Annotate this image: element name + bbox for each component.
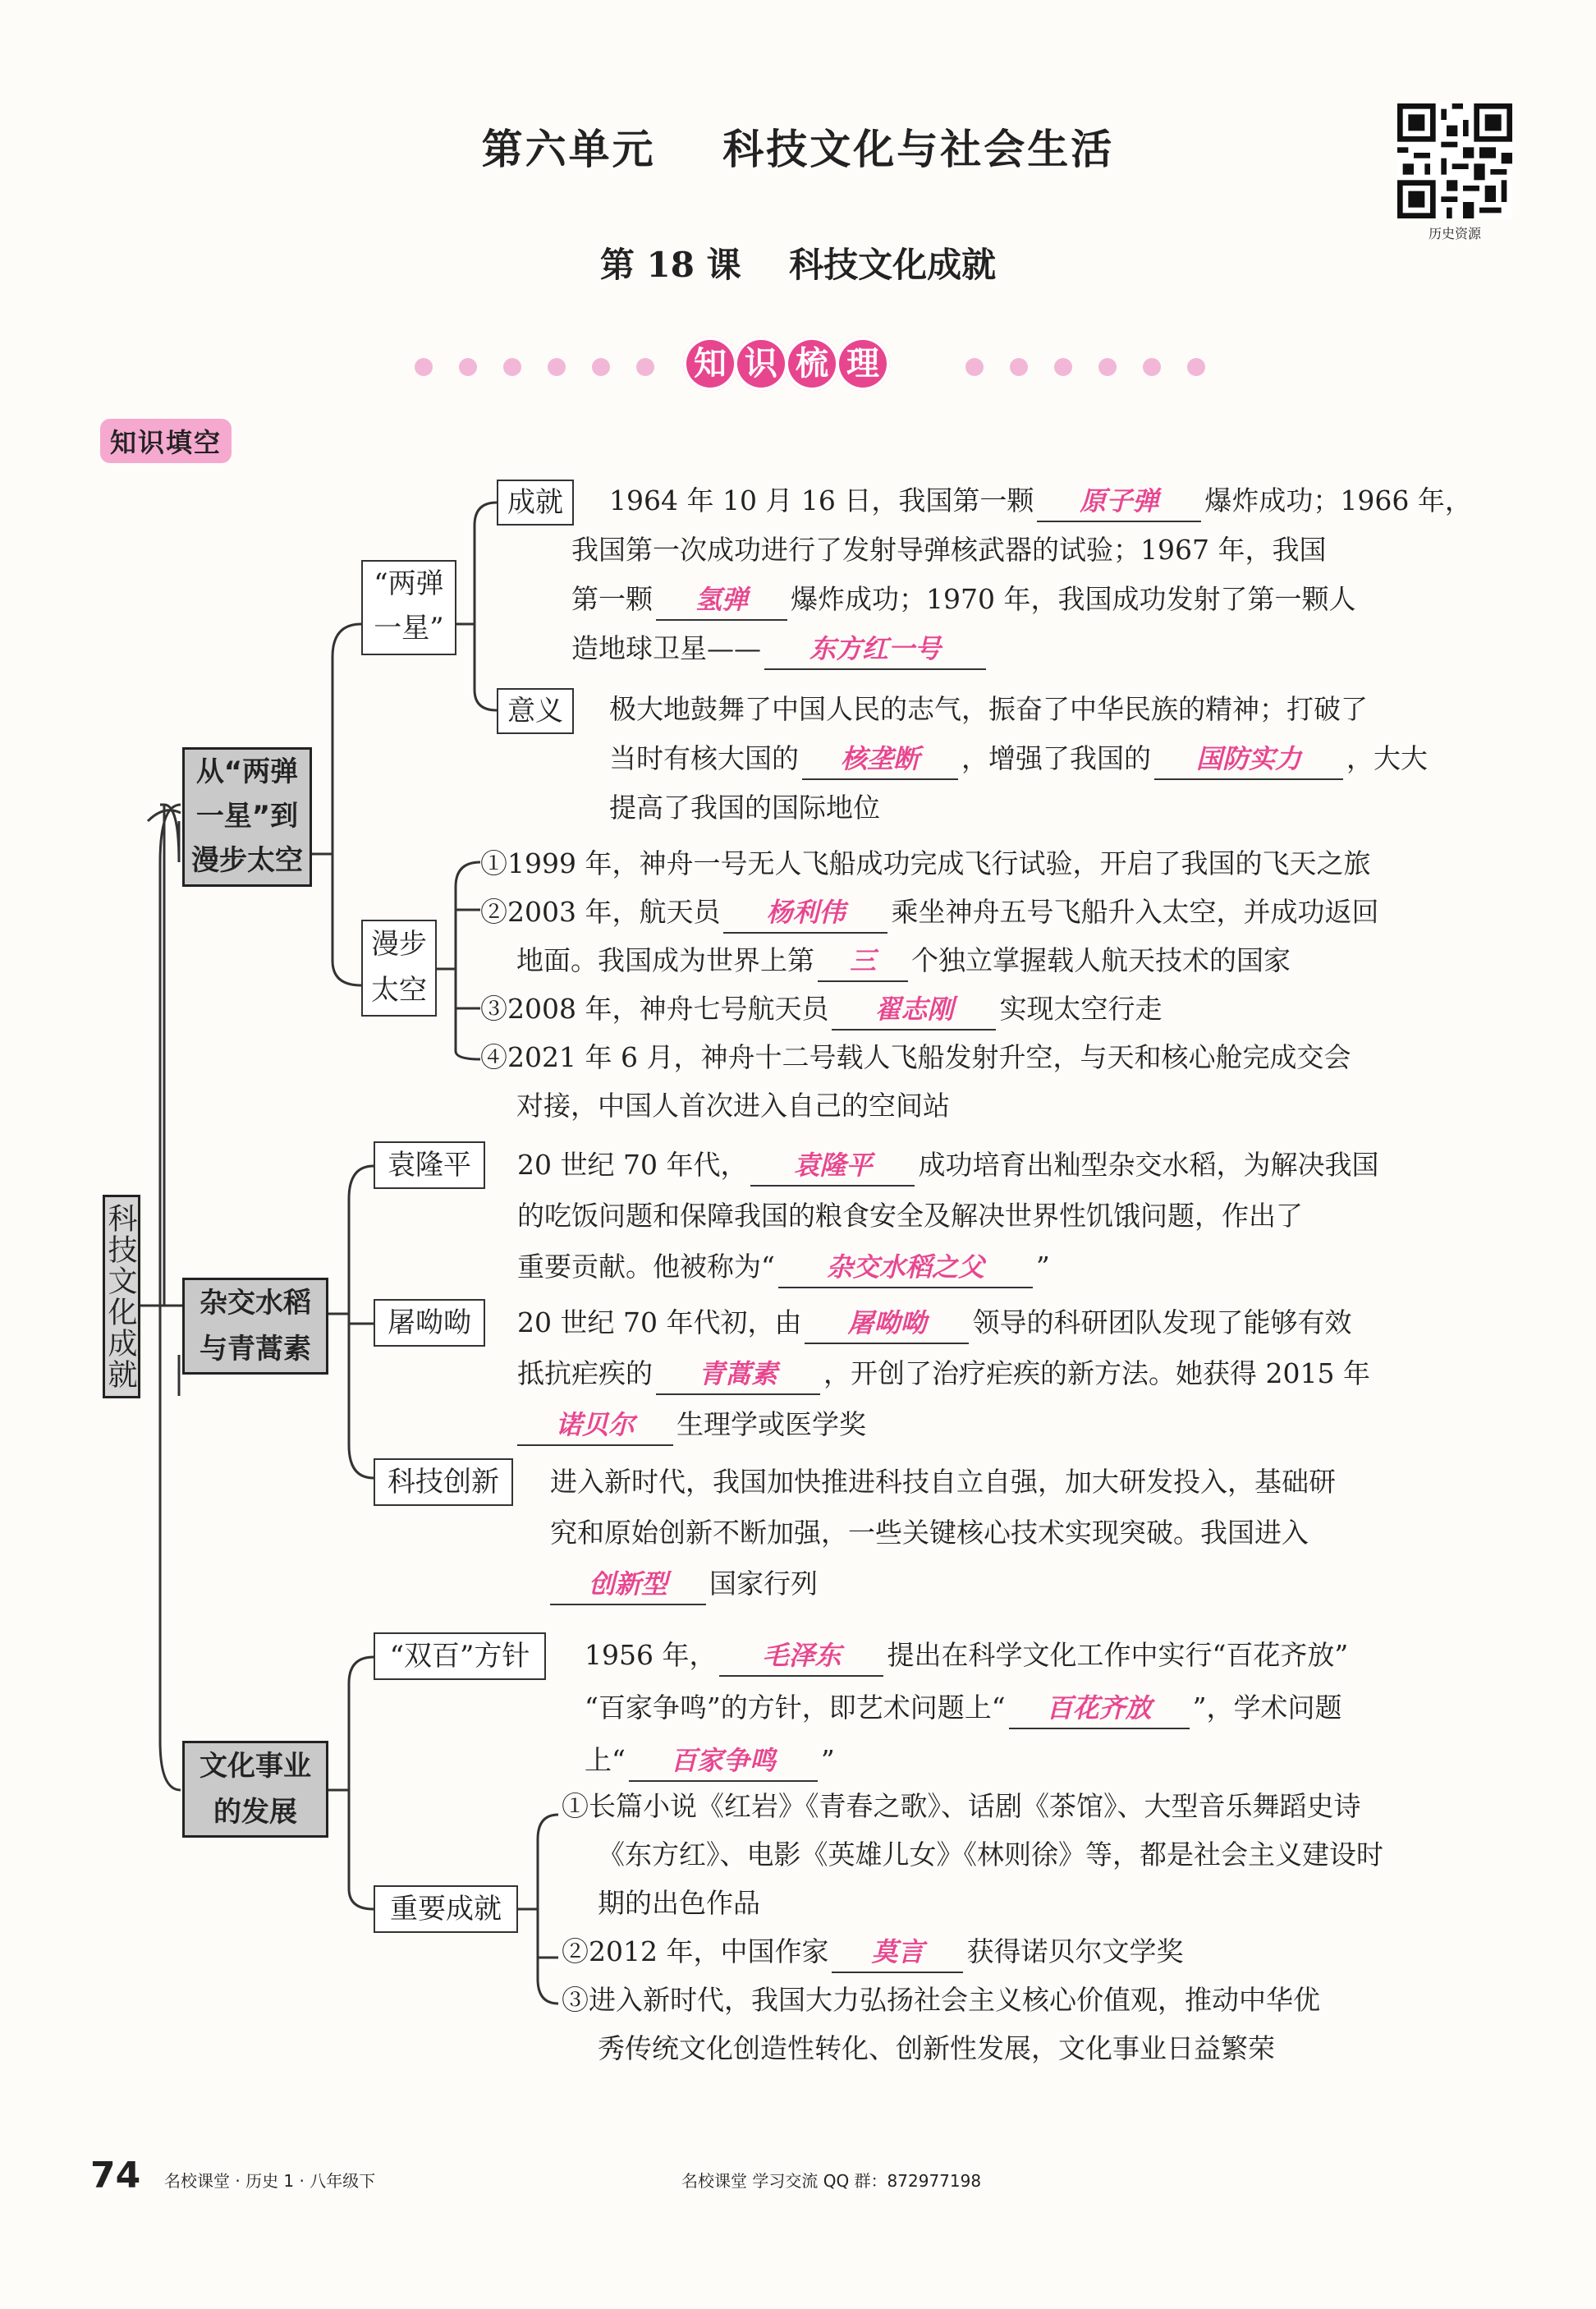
sub-node-tu-youyou: 屠呦呦 — [374, 1299, 485, 1347]
unit-title: 第六单元 科技文化与社会生活 — [481, 126, 1115, 173]
text-segment: 成功培育出籼型杂交水稻，为解决我国 — [918, 1149, 1379, 1181]
branch-node-culture — [182, 1741, 328, 1838]
text-segment: ” — [820, 1744, 835, 1776]
banner-dots-left — [415, 358, 654, 378]
text-line: 对接，中国人首次进入自己的空间站 — [516, 1090, 950, 1122]
zhongyao-text — [562, 1782, 1547, 2073]
text-segment: 提出在科学文化工作中实行“百花齐放” — [887, 1639, 1349, 1671]
text-line: 究和原始创新不断加强，一些关键核心技术实现突破。我国进入 — [550, 1517, 1309, 1549]
sub-node-yuan-longping: 袁隆平 — [374, 1141, 485, 1189]
lesson-title: 第 18 课 科技文化成就 — [599, 245, 997, 285]
text-segment: 个独立掌握载人航天技术的国家 — [911, 944, 1291, 976]
text-line: ④2021 年 6 月，神舟十二号载人飞船发射升空，与天和核心舱完成交会 — [480, 1041, 1351, 1073]
text-segment: 上“ — [585, 1744, 626, 1776]
text-segment: 地面。我国成为世界上第 — [516, 944, 814, 976]
sub-node-spacewalk — [361, 920, 437, 1017]
answer-blank[interactable]: 百家争鸣 — [629, 1741, 818, 1782]
answer-blank[interactable]: 青蒿素 — [656, 1354, 820, 1395]
answer-blank[interactable]: 氢弹 — [656, 580, 787, 621]
text-segment: 乘坐神舟五号飞船升入太空，并成功返回 — [891, 896, 1379, 928]
sub-node-major-achievements: 重要成就 — [374, 1885, 518, 1933]
tu-text — [517, 1297, 1543, 1450]
text-line: ①长篇小说《红岩》《青春之歌》、话剧《茶馆》、大型音乐舞蹈史诗 — [562, 1790, 1361, 1822]
qr-code-icon[interactable] — [1397, 103, 1512, 218]
branch-label-line: 与青蒿素 — [200, 1333, 311, 1366]
text-segment: ”，学术问题 — [1192, 1692, 1342, 1724]
answer-blank[interactable]: 三 — [818, 941, 908, 982]
text-line: 进入新时代，我国加快推进科技自立自强，加大研发投入，基础研 — [550, 1466, 1336, 1498]
achievement-text — [571, 476, 1529, 673]
text-segment: ” — [1035, 1251, 1050, 1283]
text-segment: 获得诺贝尔文学奖 — [966, 1935, 1184, 1967]
qr-caption: 历史资源 — [1428, 226, 1481, 241]
branch-label-line: 漫步太空 — [191, 844, 303, 877]
branch-label-line: 的发展 — [213, 1796, 297, 1829]
answer-blank[interactable]: 袁隆平 — [750, 1145, 915, 1187]
text-segment: 1964 年 10 月 16 日，我国第一颗 — [609, 484, 1034, 516]
root-node: 科技文化成就 — [103, 1195, 140, 1398]
text-segment: 造地球卫星—— — [571, 632, 761, 664]
text-segment: 实现太空行走 — [999, 993, 1163, 1025]
shuangbai-text — [585, 1629, 1553, 1787]
banner-char: 知 — [683, 337, 737, 391]
branch-label-line: 文化事业 — [200, 1750, 311, 1783]
answer-blank[interactable]: 创新型 — [550, 1564, 706, 1605]
sub-label-line: “两弹 — [374, 567, 444, 600]
branch-node-space — [182, 747, 312, 887]
text-segment: “百家争鸣”的方针，即艺术问题上“ — [585, 1692, 1006, 1724]
sub-node-tech-innovation: 科技创新 — [374, 1458, 513, 1506]
branch-label-line: 从“两弹 — [195, 755, 299, 788]
text-segment: 国家行列 — [709, 1568, 818, 1600]
answer-blank[interactable]: 国防实力 — [1154, 739, 1343, 780]
answer-blank[interactable]: 原子弹 — [1037, 481, 1201, 522]
keji-text — [550, 1457, 1552, 1609]
banner-dots-right — [965, 358, 1205, 378]
section-tag: 知识填空 — [100, 419, 232, 463]
branch-node-rice-artemisinin — [182, 1278, 328, 1375]
text-line: 秀传统文化创造性转化、创新性发展，文化事业日益繁荣 — [598, 2032, 1275, 2064]
text-segment: 20 世纪 70 年代， — [517, 1149, 748, 1181]
answer-blank[interactable]: 诺贝尔 — [517, 1405, 673, 1446]
answer-blank[interactable]: 杨利伟 — [723, 893, 887, 934]
answer-blank[interactable]: 翟志刚 — [832, 989, 996, 1031]
text-segment: 第一颗 — [571, 583, 653, 615]
branch-label-line: 一星”到 — [195, 800, 299, 833]
text-line: ③进入新时代，我国大力弘扬社会主义核心价值观，推动中华优 — [562, 1984, 1320, 2016]
text-segment: 爆炸成功；1970 年，我国成功发射了第一颗人 — [791, 583, 1356, 615]
text-segment: 20 世纪 70 年代初，由 — [517, 1306, 802, 1338]
text-segment: 爆炸成功；1966 年， — [1204, 484, 1472, 516]
sub-node-two-bombs-one-satellite — [361, 560, 456, 655]
banner-char: 理 — [836, 337, 890, 391]
text-line: 的吃饭问题和保障我国的粮食安全及解决世界性饥饿问题，作出了 — [517, 1200, 1303, 1232]
text-line: ①1999 年，神舟一号无人飞船成功完成飞行试验，开启了我国的飞天之旅 — [480, 847, 1371, 879]
branch-label-line: 杂交水稻 — [200, 1287, 311, 1320]
text-line: 我国第一次成功进行了发射导弹核武器的试验；1967 年，我国 — [571, 534, 1327, 566]
leaf-node-significance: 意义 — [497, 688, 574, 734]
text-segment: ，开创了治疗疟疾的新方法。她获得 2015 年 — [823, 1357, 1370, 1389]
yuan-text — [517, 1140, 1543, 1292]
text-segment: 生理学或医学奖 — [676, 1408, 866, 1440]
book-title: 名校课堂 · 历史 1 · 八年级下 — [164, 2171, 376, 2191]
text-segment: 抵抗疟疾的 — [517, 1357, 653, 1389]
answer-blank[interactable]: 毛泽东 — [719, 1636, 883, 1677]
text-segment: ，大大 — [1346, 742, 1428, 774]
answer-blank[interactable]: 杂交水稻之父 — [778, 1247, 1033, 1288]
text-segment: ③2008 年，神舟七号航天员 — [480, 993, 829, 1025]
leaf-node-achievement: 成就 — [497, 480, 574, 526]
text-segment: 领导的科研团队发现了能够有效 — [972, 1306, 1352, 1338]
answer-blank[interactable]: 核垄断 — [802, 739, 958, 780]
banner-char: 识 — [734, 337, 788, 391]
sub-label-line: 漫步 — [371, 928, 427, 961]
sub-label-line: 太空 — [371, 974, 427, 1007]
answer-blank[interactable]: 莫言 — [832, 1932, 963, 1973]
text-segment: 当时有核大国的 — [609, 742, 799, 774]
text-segment: ，增强了我国的 — [961, 742, 1151, 774]
answer-blank[interactable]: 屠呦呦 — [805, 1303, 969, 1344]
text-line: 期的出色作品 — [598, 1887, 760, 1919]
banner-knowledge-sorting — [683, 337, 887, 391]
text-line: 《东方红》、电影《英雄儿女》《林则徐》等，都是社会主义建设时 — [598, 1838, 1383, 1871]
answer-blank[interactable]: 百花齐放 — [1009, 1688, 1190, 1729]
page-number: 74 — [90, 2155, 141, 2197]
text-segment: ②2003 年，航天员 — [480, 896, 721, 928]
sub-label-line: 一星” — [374, 612, 444, 645]
spacewalk-text — [480, 839, 1548, 1130]
text-segment: 1956 年， — [585, 1639, 717, 1671]
text-segment: ②2012 年，中国作家 — [562, 1935, 829, 1967]
text-segment: 重要贡献。他被称为“ — [517, 1251, 775, 1283]
text-line: 极大地鼓舞了中国人民的志气，振奋了中华民族的精神；打破了 — [609, 693, 1368, 725]
text-line: 提高了我国的国际地位 — [609, 792, 880, 824]
banner-char: 梳 — [785, 337, 839, 391]
contact-info: 名校课堂 学习交流 QQ 群：872977198 — [681, 2171, 982, 2191]
answer-blank[interactable]: 东方红一号 — [764, 629, 986, 670]
significance-text — [609, 685, 1529, 833]
sub-node-double-hundred: “双百”方针 — [374, 1632, 546, 1680]
